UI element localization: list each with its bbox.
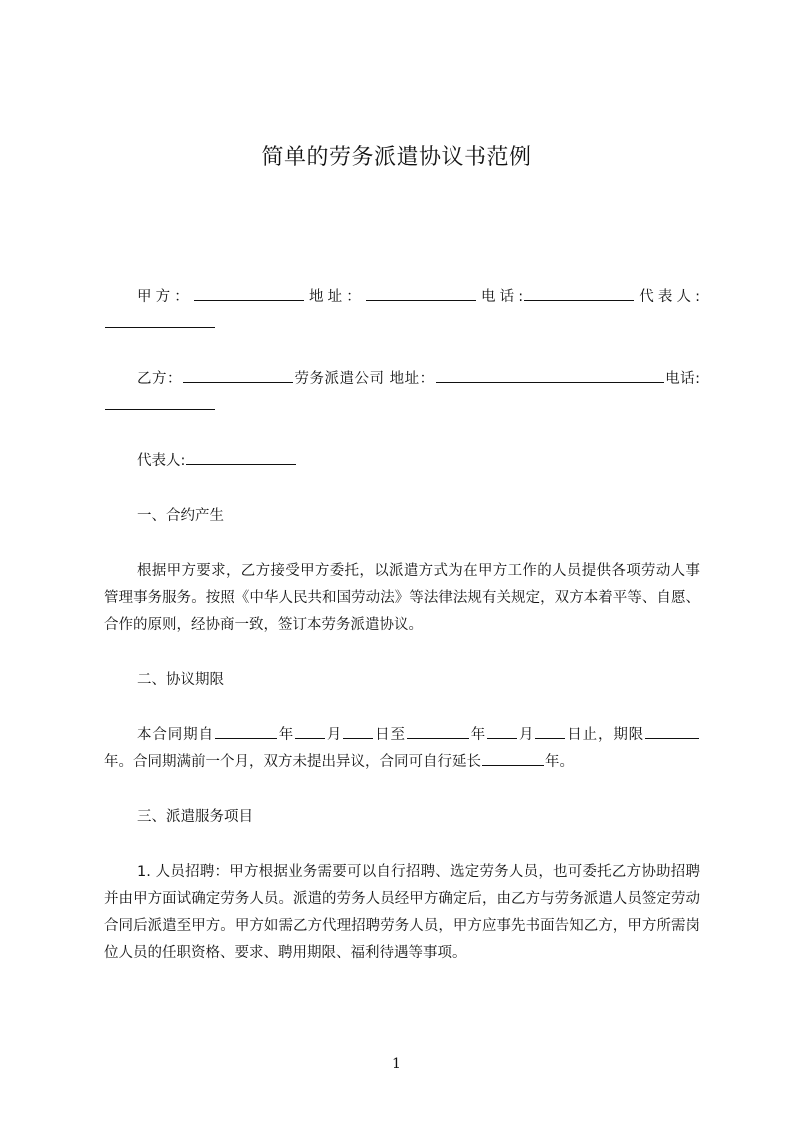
- party-a-phone-label: 电话:: [476, 289, 524, 305]
- party-b-name-blank: [183, 366, 293, 383]
- party-a-phone-blank: [524, 284, 634, 301]
- party-b-address-blank: [436, 366, 664, 383]
- party-b-label: 乙方：: [137, 371, 182, 387]
- section2-body: [104, 722, 700, 776]
- end-month-blank: [487, 722, 517, 739]
- page-number: 1: [392, 1056, 401, 1072]
- party-b-company-suffix: 劳务派遣公司 地址：: [294, 371, 435, 387]
- representative-line: [104, 448, 700, 475]
- section2-heading: 二、协议期限: [137, 672, 224, 688]
- party-a-line: [104, 284, 700, 338]
- section1-heading: 一、合约产生: [137, 508, 224, 524]
- party-a-rep-blank: [105, 311, 215, 328]
- term-text-end: 年。: [545, 754, 574, 770]
- document-body: [104, 284, 700, 995]
- party-a-name-blank: [194, 284, 304, 301]
- party-a-address-blank: [366, 284, 476, 301]
- term-length-blank: [645, 722, 699, 739]
- term-text-end-day: 日止，期限: [566, 727, 645, 743]
- party-a-rep-label: 代表人:: [635, 289, 701, 305]
- term-text-year: 年: [277, 727, 295, 743]
- start-year-blank: [215, 722, 277, 739]
- end-year-blank: [407, 722, 469, 739]
- page-title: 简单的劳务派遣协议书范例: [261, 145, 532, 170]
- start-day-blank: [343, 722, 373, 739]
- party-b-phone-blank: [105, 393, 215, 410]
- term-text-day-to: 日至: [374, 727, 406, 743]
- term-text-renewal: 年。合同期满前一个月，双方未提出异议，合同可自行延长: [104, 754, 481, 770]
- term-text-month: 月: [326, 727, 343, 743]
- term-text-end-year: 年: [469, 727, 487, 743]
- representative-label: 代表人:: [137, 453, 186, 469]
- party-b-line: [104, 366, 700, 420]
- renewal-years-blank: [482, 749, 544, 766]
- section3-item1: 1. 人员招聘：甲方根据业务需要可以自行招聘、选定劳务人员，也可委托乙方协助招聘并由甲方面试确定劳务人员。派遣的劳务人员经甲方确定后，由乙方与劳务派遣人员签定劳动合同后派遣至甲方。甲方如需乙方代理招聘劳务人员，甲方应事先书面告知乙方，甲方所需岗位人员的任职资格、要求、聘用期限、福利待遇等事项。: [104, 864, 700, 961]
- section1-body: 根据甲方要求，乙方接受甲方委托，以派遣方式为在甲方工作的人员提供各项劳动人事管理事务服务。按照《中华人民共和国劳动法》等法律法规有关规定，双方本着平等、自愿、合作的原则，经协商一致，签订本劳务派遣协议。: [104, 563, 700, 633]
- party-a-address-label: 地址：: [304, 289, 365, 305]
- representative-blank: [186, 448, 296, 465]
- start-month-blank: [295, 722, 325, 739]
- section3-heading: 三、派遣服务项目: [137, 809, 253, 825]
- party-a-label: 甲方：: [137, 289, 193, 305]
- term-text-start: 本合同期自: [137, 727, 214, 743]
- party-b-phone-label: 电话:: [664, 371, 700, 387]
- end-day-blank: [535, 722, 565, 739]
- term-text-end-month: 月: [518, 727, 535, 743]
